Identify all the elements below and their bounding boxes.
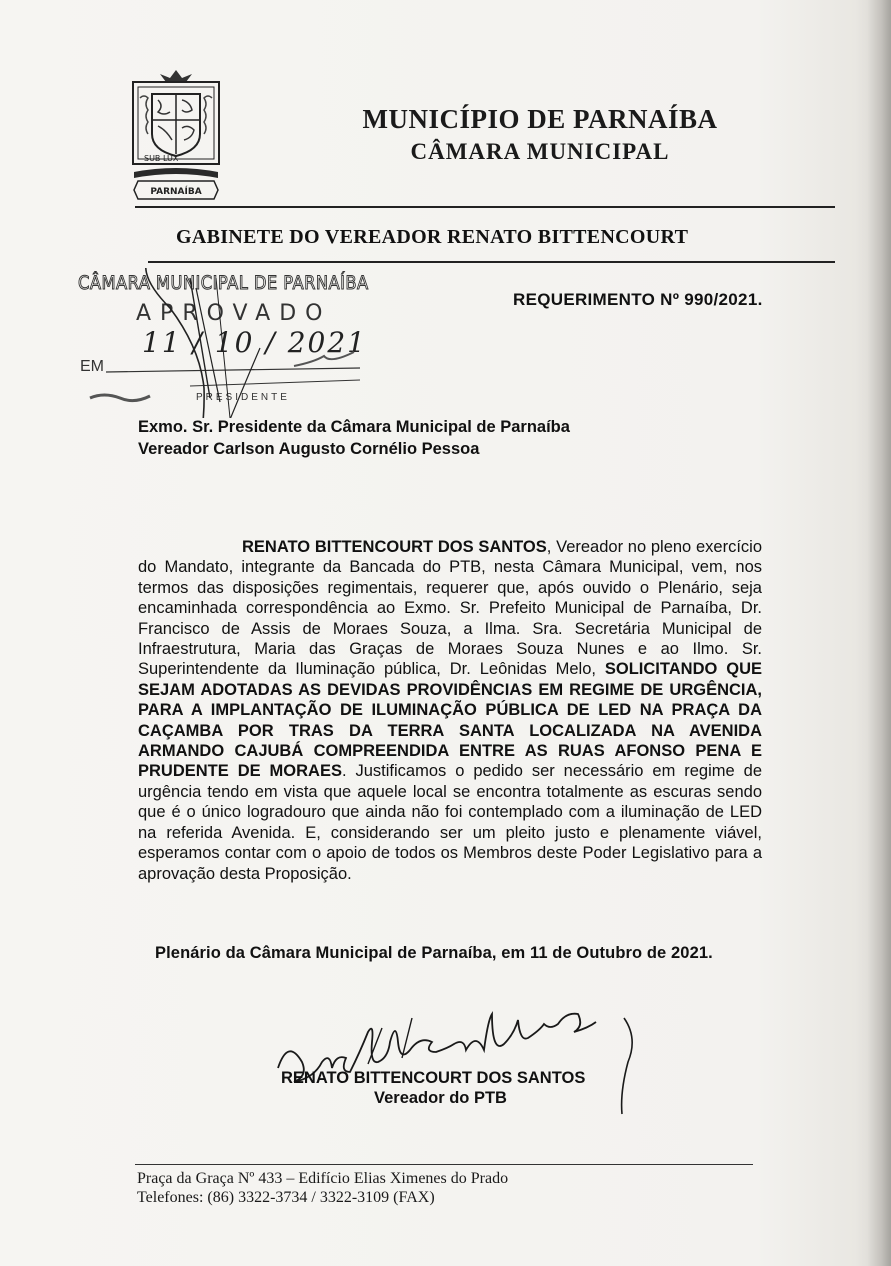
stamp-approved: APROVADO bbox=[136, 301, 332, 326]
footer-divider bbox=[135, 1164, 753, 1165]
requerimento-number: REQUERIMENTO Nº 990/2021. bbox=[513, 290, 763, 309]
camara-title: CÂMARA MUNICIPAL bbox=[410, 139, 670, 164]
approval-stamp-marks-icon bbox=[70, 268, 380, 418]
closing-line: Plenário da Câmara Municipal de Parnaíba, em 11 de Outubro de 2021. bbox=[155, 944, 713, 962]
stamp-chamber-name: CÂMARA MUNICIPAL DE PARNAÍBA bbox=[78, 272, 369, 294]
signer-role: Vereador do PTB bbox=[374, 1089, 507, 1107]
header-title bbox=[340, 104, 740, 165]
author-name: RENATO BITTENCOURT DOS SANTOS bbox=[242, 538, 547, 556]
svg-text:PARNAÍBA: PARNAÍBA bbox=[150, 187, 202, 197]
signer-name: RENATO BITTENCOURT DOS SANTOS bbox=[281, 1069, 586, 1087]
footer-phones: Telefones: (86) 3322-3734 / 3322-3109 (FAX) bbox=[137, 1189, 435, 1206]
handwritten-signature-icon bbox=[268, 1008, 658, 1128]
svg-text:SUB LUX: SUB LUX bbox=[144, 154, 179, 163]
header-divider bbox=[135, 206, 835, 208]
footer bbox=[137, 1169, 508, 1207]
footer-address: Praça da Graça Nº 433 – Edifício Elias Ximenes do Prado bbox=[137, 1170, 509, 1187]
municipio-title: MUNICÍPIO DE PARNAÍBA bbox=[362, 104, 718, 134]
request-body bbox=[138, 537, 762, 884]
body-part-2: . Justificamos o pedido ser necessário em regime de urgência tendo em vista que aquele local se encontra totalmente as escuras sendo que é o único logradouro que ainda não foi contemplado com a iluminação de LED na referida Avenida. E, considerando ser um pleito justo e plenamente viável, esperamos contar com o apoio de todos os Membros deste Poder Legislativo para a aprovação desta Proposição. bbox=[138, 762, 762, 883]
stamp-president-label: PRESIDENTE bbox=[196, 392, 290, 403]
stamp-em-label: EM bbox=[80, 358, 104, 375]
coat-of-arms-icon bbox=[130, 68, 222, 202]
body-part-1: , Vereador no pleno exercício do Mandato, integrante da Bancada do PTB, nesta Câmara Municipal, vem, nos termos das disposições regimentais, requerer que, após ouvido o Plenário, seja encaminhada correspondência ao Exmo. Sr. Prefeito Municipal de Parnaíba, Dr. Francisco de Assis de Moraes Souza, a Ilma. Sra. Secretária Municipal de Infraestrutura, Maria das Graças de Moraes Souza Nunes e ao Ilmo. Sr. Superintendente da Iluminação pública, Dr. Leônidas Melo, bbox=[138, 538, 762, 679]
addressee-line-1: Exmo. Sr. Presidente da Câmara Municipal de Parnaíba bbox=[138, 418, 570, 436]
addressee-line-2: Vereador Carlson Augusto Cornélio Pessoa bbox=[138, 440, 480, 458]
request-highlight: SOLICITANDO QUE SEJAM ADOTADAS AS DEVIDAS PROVIDÊNCIAS EM REGIME DE URGÊNCIA, PARA A IMPLANTAÇÃO DE ILUMINAÇÃO PÚBLICA DE LED NA PRAÇA DA CAÇAMBA POR TRAS DA TERRA SANTA LOCALIZADA NA AVENIDA ARMANDO CAJUBÁ COMPREENDIDA ENTRE AS RUAS AFONSO PENA E PRUDENTE DE MORAES bbox=[138, 660, 762, 781]
page-edge-shadow bbox=[867, 0, 891, 1266]
stamp-date-handwritten: 11 / 10 / 2021 bbox=[142, 326, 367, 359]
gabinete-divider bbox=[148, 261, 835, 263]
addressee-block bbox=[138, 416, 570, 460]
gabinete-title: GABINETE DO VEREADOR RENATO BITTENCOURT bbox=[176, 226, 689, 248]
